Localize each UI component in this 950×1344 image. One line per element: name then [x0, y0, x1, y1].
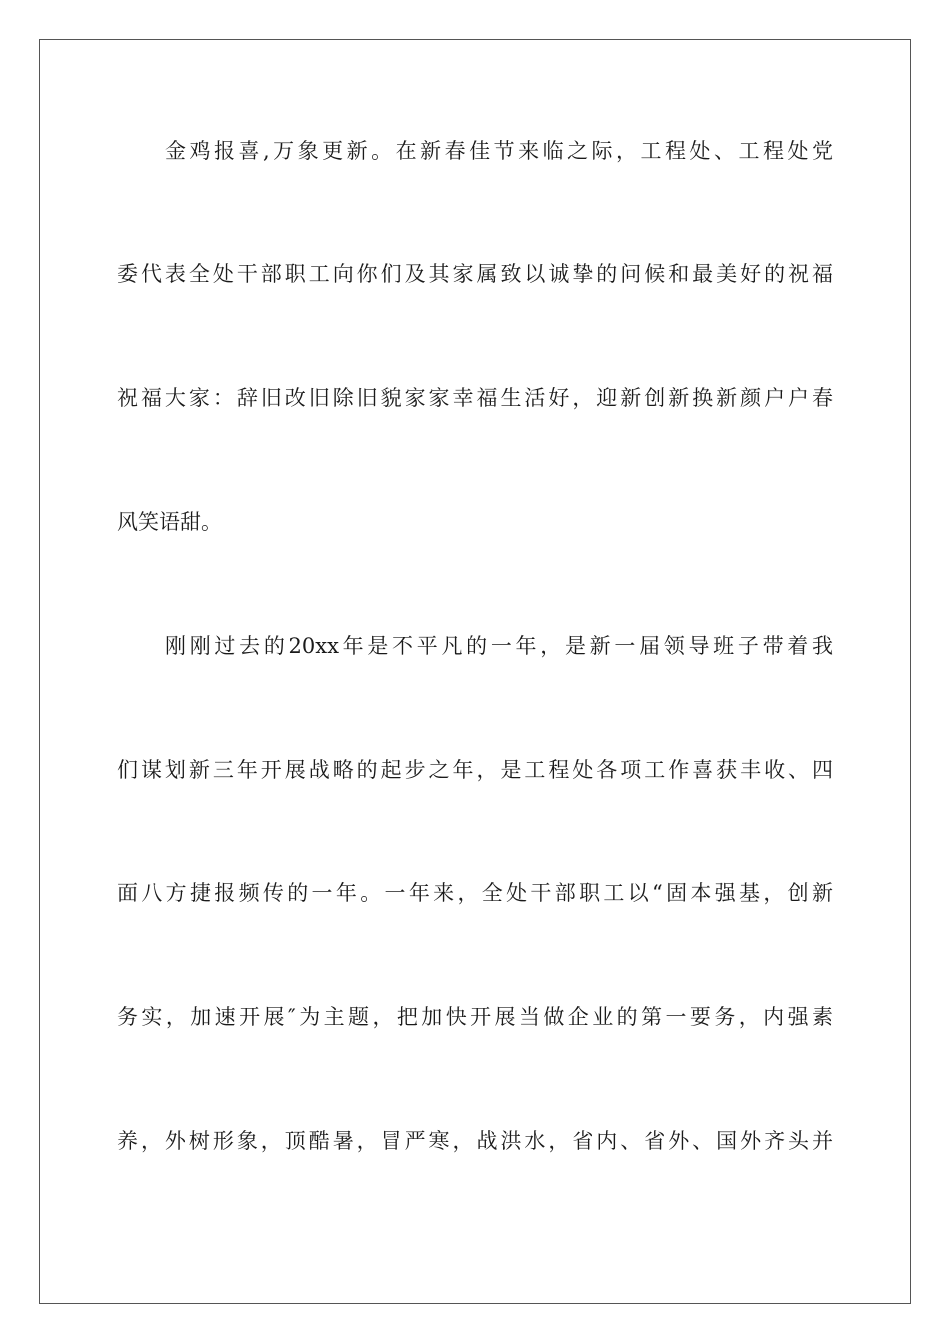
paragraph-1-line-4: 风笑语甜。: [117, 510, 222, 534]
paragraph-2-line-4: 务实，加速开展″为主题，把加快开展当做企业的第一要务，内强素: [117, 1005, 833, 1029]
paragraph-1-line-1: 金鸡报喜,万象更新。在新春佳节来临之际，工程处、工程处党: [165, 139, 833, 163]
paragraph-1-line-3: 祝福大家：辞旧改旧除旧貌家家幸福生活好，迎新创新换新颜户户春: [117, 386, 833, 410]
paragraph-2-line-2: 们谋划新三年开展战略的起步之年，是工程处各项工作喜获丰收、四: [117, 758, 833, 782]
paragraph-2-line-5: 养，外树形象，顶酷暑，冒严寒，战洪水，省内、省外、国外齐头并: [117, 1129, 833, 1153]
paragraph-2-line-1: 刚刚过去的20xx年是不平凡的一年，是新一届领导班子带着我: [165, 634, 833, 658]
page-border: [39, 39, 911, 1304]
paragraph-2-line-3: 面八方捷报频传的一年。一年来，全处干部职工以“固本强基，创新: [117, 881, 833, 905]
paragraph-1-line-2: 委代表全处干部职工向你们及其家属致以诚挚的问候和最美好的祝福: [117, 262, 833, 286]
